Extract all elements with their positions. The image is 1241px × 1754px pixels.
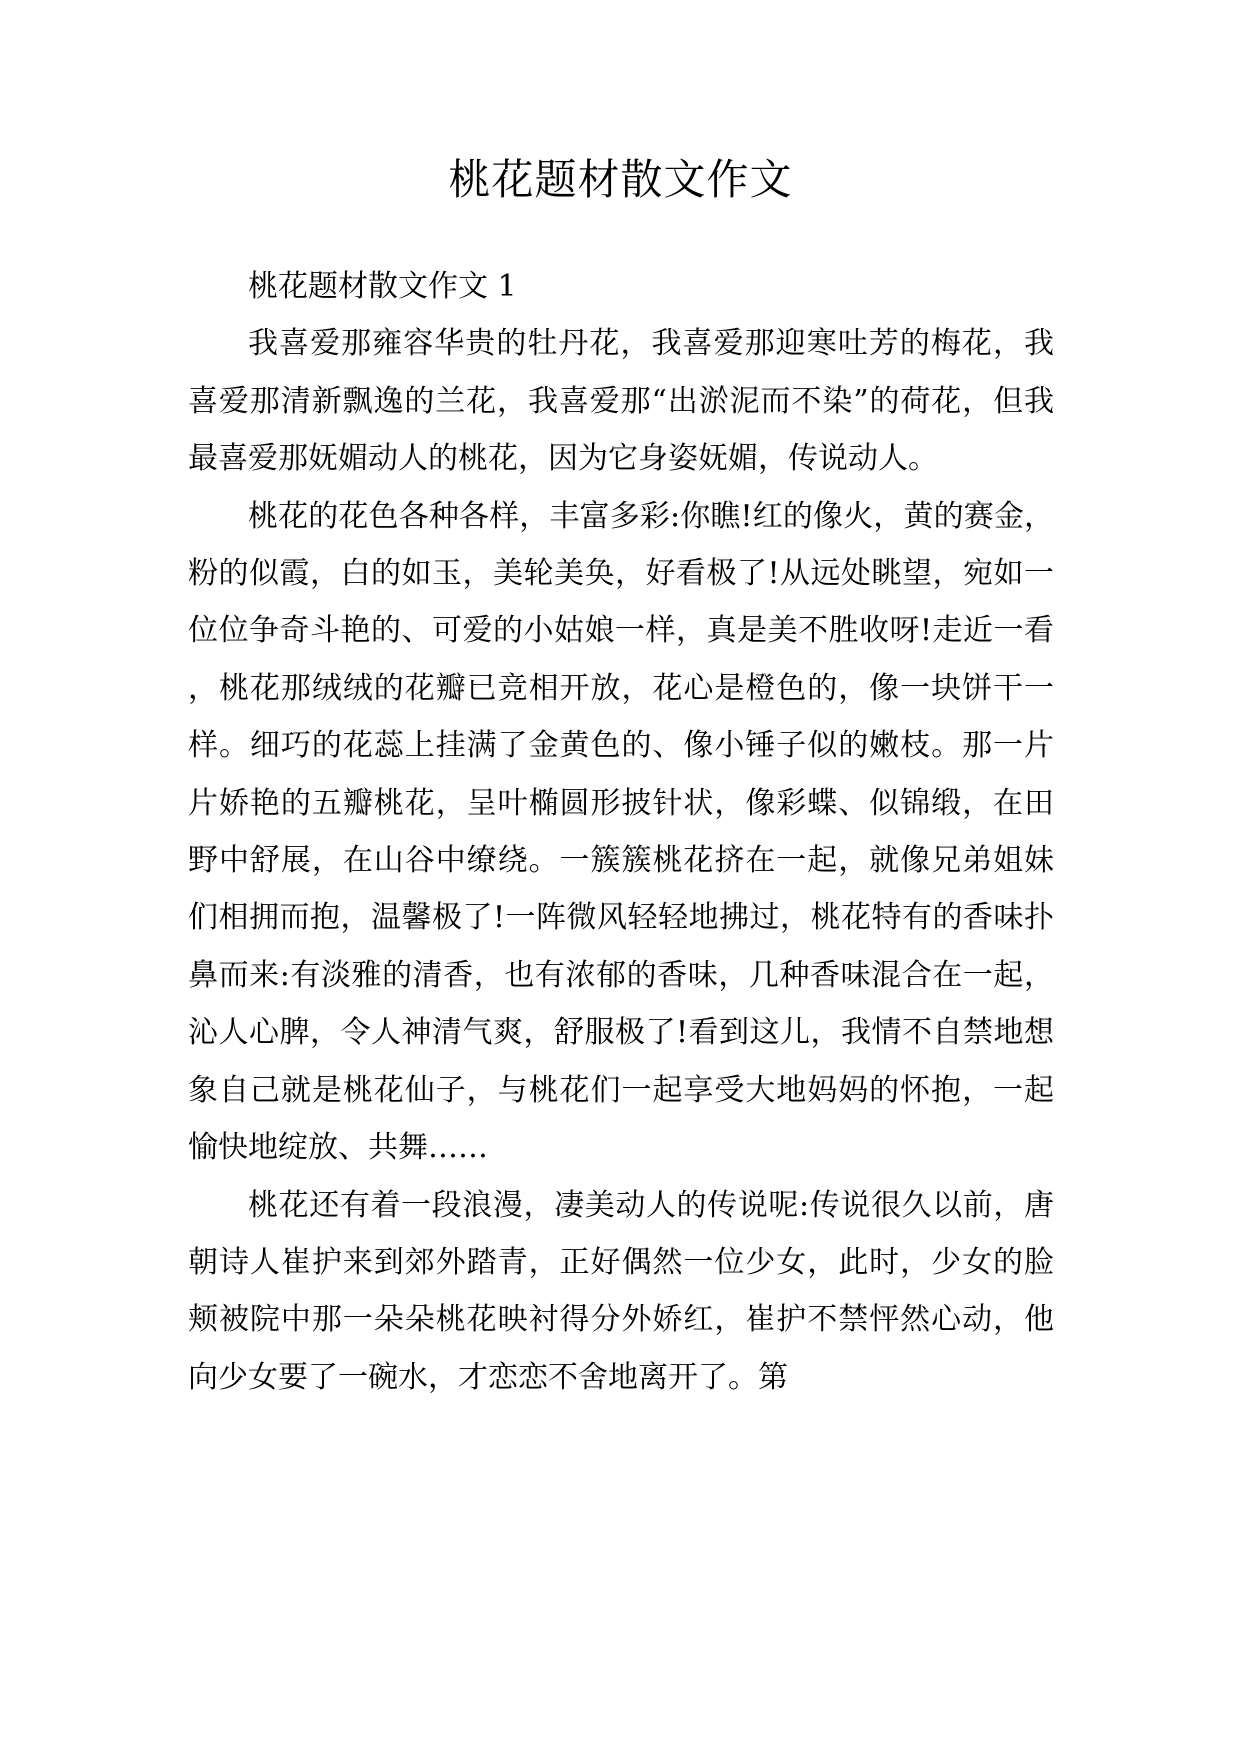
paragraph-2: 桃花的花色各种各样，丰富多彩:你瞧!红的像火，黄的赛金，粉的似霞，白的如玉，美轮美奂，好看极了!从远处眺望，宛如一位位争奇斗艳的、可爱的小姑娘一样，真是美不胜收呀!走近一看，桃花那绒绒的花瓣已竞相开放，花心是橙色的，像一块饼干一样。细巧的花蕊上挂满了金黄色的、像小锤子似的嫩枝。那一片片娇艳的五瓣桃花，呈叶椭圆形披针状，像彩蝶、似锦缎，在田野中舒展，在山谷中缭绕。一簇簇桃花挤在一起，就像兄弟姐妹们相拥而抱，温馨极了!一阵微风轻轻地拂过，桃花特有的香味扑鼻而来:有淡雅的清香，也有浓郁的香味，几种香味混合在一起，沁人心脾，令人神清气爽，舒服极了!看到这儿，我情不自禁地想象自己就是桃花仙子，与桃花们一起享受大地妈妈的怀抱，一起愉快地绽放、共舞…… <box>188 498 1054 1166</box>
paragraph-1: 我喜爱那雍容华贵的牡丹花，我喜爱那迎寒吐芳的梅花，我喜爱那清新飘逸的兰花，我喜爱那“出淤泥而不染”的荷花，但我最喜爱那妩媚动人的桃花，因为它身姿妩媚，传说动人。 <box>188 326 1054 477</box>
section-heading: 桃花题材散文作文 1 <box>248 269 517 304</box>
paragraph-3: 桃花还有着一段浪漫，凄美动人的传说呢:传说很久以前，唐朝诗人崔护来到郊外踏青，正好偶然一位少女，此时，少女的脸颊被院中那一朵朵桃花映衬得分外娇红，崔护不禁怦然心动，他向少女要了一碗水，才恋恋不舍地离开了。第 <box>188 1187 1054 1395</box>
document-body <box>188 258 1054 1406</box>
document-title: 桃花题材散文作文 <box>448 155 793 204</box>
